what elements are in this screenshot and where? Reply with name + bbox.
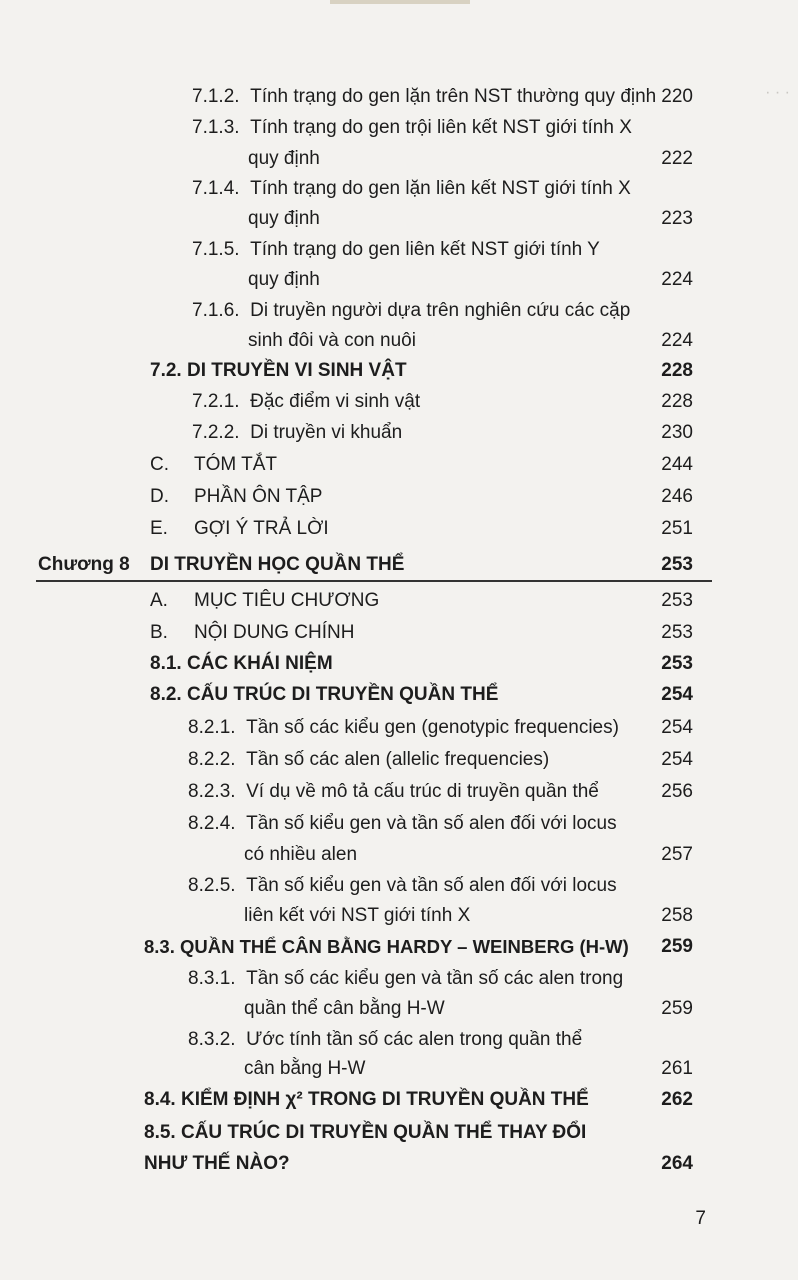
entry-title-cont: sinh đôi và con nuôi bbox=[248, 330, 416, 351]
entry-title-cont: quy định bbox=[248, 208, 320, 229]
entry-title: Tần số các alen (allelic frequencies) bbox=[246, 749, 550, 770]
entry-page: 254 bbox=[661, 717, 693, 738]
entry-title: Tính trạng do gen lặn liên kết NST giới tính X bbox=[250, 178, 631, 199]
toc-entry-8-3[interactable] bbox=[144, 932, 629, 962]
entry-page: 244 bbox=[661, 454, 693, 475]
toc-entry-7-1-2[interactable] bbox=[192, 82, 656, 112]
toc-chapter-8[interactable] bbox=[38, 550, 405, 580]
entry-code: 8.2.4. bbox=[188, 813, 236, 834]
entry-code: 7.2.2. bbox=[192, 422, 240, 443]
entry-code: C. bbox=[150, 454, 169, 475]
entry-title: Di truyền vi khuẩn bbox=[250, 422, 403, 443]
entry-page: 262 bbox=[661, 1089, 693, 1110]
entry-code: D. bbox=[150, 486, 169, 507]
entry-title: Tính trạng do gen trội liên kết NST giới tính X bbox=[250, 117, 632, 138]
toc-entry-e[interactable] bbox=[150, 514, 329, 544]
entry-code: 8.5. bbox=[144, 1122, 176, 1143]
entry-title-cont: quy định bbox=[248, 269, 320, 290]
entry-title-cont: NHƯ THẾ NÀO? bbox=[144, 1153, 290, 1174]
chapter-title: DI TRUYỀN HỌC QUẦN THỂ bbox=[150, 554, 405, 575]
entry-code: 8.2.1. bbox=[188, 717, 236, 738]
toc-entry-8-4[interactable] bbox=[144, 1085, 589, 1115]
entry-page: 253 bbox=[661, 590, 693, 611]
toc-entry-8-1[interactable] bbox=[150, 649, 333, 679]
entry-code: 7.1.2. bbox=[192, 86, 240, 107]
entry-title: Tần số kiểu gen và tần số alen đối với locus bbox=[246, 813, 617, 834]
entry-code: E. bbox=[150, 518, 168, 539]
entry-code: 8.2.2. bbox=[188, 749, 236, 770]
entry-page: 223 bbox=[661, 208, 693, 229]
entry-page: 228 bbox=[661, 360, 693, 381]
entry-title: Ước tính tần số các alen trong quần thể bbox=[246, 1029, 583, 1050]
entry-page: 261 bbox=[661, 1058, 693, 1079]
entry-page: 253 bbox=[661, 622, 693, 643]
toc-entry-b[interactable] bbox=[150, 618, 355, 648]
entry-title: Tần số các kiểu gen và tần số các alen trong bbox=[246, 968, 624, 989]
entry-title: Đặc điểm vi sinh vật bbox=[250, 391, 421, 412]
entry-title: Tần số các kiểu gen (genotypic frequencies) bbox=[246, 717, 619, 738]
entry-title: Tính trạng do gen lặn trên NST thường quy định bbox=[250, 86, 657, 107]
toc-entry-8-2-1[interactable] bbox=[188, 713, 619, 743]
entry-title: Di truyền người dựa trên nghiên cứu các cặp bbox=[250, 300, 631, 321]
entry-page: 258 bbox=[661, 905, 693, 926]
entry-code: 8.3.1. bbox=[188, 968, 236, 989]
entry-title-cont: có nhiều alen bbox=[244, 844, 358, 865]
entry-code: 7.2.1. bbox=[192, 391, 240, 412]
entry-page: 220 bbox=[661, 86, 693, 107]
toc-entry-7-1-3[interactable] bbox=[192, 113, 632, 143]
entry-title: CẤU TRÚC DI TRUYỀN QUẦN THỂ bbox=[186, 684, 499, 705]
entry-page: 253 bbox=[661, 554, 693, 575]
entry-title: DI TRUYỀN VI SINH VẬT bbox=[186, 360, 407, 381]
entry-code: 8.2. bbox=[150, 684, 182, 705]
entry-code: 8.1. bbox=[150, 653, 182, 674]
page-edge bbox=[330, 0, 470, 4]
page-number: 7 bbox=[695, 1208, 706, 1229]
entry-page: 224 bbox=[661, 269, 693, 290]
entry-code: B. bbox=[150, 622, 168, 643]
toc-entry-7-1-6[interactable] bbox=[192, 296, 630, 326]
entry-code: 7.1.3. bbox=[192, 117, 240, 138]
entry-title: GỢI Ý TRẢ LỜI bbox=[194, 518, 329, 539]
entry-title-cont: quy định bbox=[248, 148, 320, 169]
toc-entry-8-5[interactable] bbox=[144, 1118, 586, 1148]
toc-entry-7-2-1[interactable] bbox=[192, 387, 420, 417]
chapter-label: Chương 8 bbox=[38, 554, 130, 575]
toc-entry-8-2-2[interactable] bbox=[188, 745, 549, 775]
entry-page: 253 bbox=[661, 653, 693, 674]
toc-entry-8-3-2[interactable] bbox=[188, 1025, 582, 1055]
toc-entry-8-2-5[interactable] bbox=[188, 871, 617, 901]
entry-title: CÁC KHÁI NIỆM bbox=[186, 653, 333, 674]
entry-title: KIỂM ĐỊNH χ² TRONG DI TRUYỀN QUẦN THỂ bbox=[180, 1089, 589, 1110]
toc-entry-7-1-5[interactable] bbox=[192, 235, 600, 265]
entry-page: 254 bbox=[661, 749, 693, 770]
entry-page: 230 bbox=[661, 422, 693, 443]
entry-title: MỤC TIÊU CHƯƠNG bbox=[194, 590, 380, 611]
entry-page: 256 bbox=[661, 781, 693, 802]
entry-page: 257 bbox=[661, 844, 693, 865]
toc-entry-7-2[interactable] bbox=[150, 356, 407, 386]
entry-title: NỘI DUNG CHÍNH bbox=[194, 622, 355, 643]
toc-entry-8-3-1[interactable] bbox=[188, 964, 623, 994]
entry-code: 8.3.2. bbox=[188, 1029, 236, 1050]
entry-page: 254 bbox=[661, 684, 693, 705]
toc-entry-8-2-3[interactable] bbox=[188, 777, 599, 807]
entry-page: 228 bbox=[661, 391, 693, 412]
entry-page: 259 bbox=[661, 998, 693, 1019]
entry-page: 251 bbox=[661, 518, 693, 539]
entry-title-cont: liên kết với NST giới tính X bbox=[244, 905, 471, 926]
entry-code: 7.1.6. bbox=[192, 300, 240, 321]
entry-page: 259 bbox=[661, 936, 693, 957]
toc-entry-7-1-4[interactable] bbox=[192, 174, 631, 204]
toc-entry-8-2-4[interactable] bbox=[188, 809, 617, 839]
entry-page: 222 bbox=[661, 148, 693, 169]
toc-entry-d[interactable] bbox=[150, 482, 323, 512]
entry-title-cont: quần thể cân bằng H-W bbox=[244, 998, 445, 1019]
entry-page: 246 bbox=[661, 486, 693, 507]
entry-code: 7.2. bbox=[150, 360, 182, 381]
chapter-divider bbox=[36, 580, 712, 582]
entry-title: PHẦN ÔN TẬP bbox=[194, 486, 323, 507]
entry-code: 8.2.5. bbox=[188, 875, 236, 896]
entry-page: 224 bbox=[661, 330, 693, 351]
entry-title-cont: cân bằng H-W bbox=[244, 1058, 366, 1079]
entry-code: 8.4. bbox=[144, 1089, 176, 1110]
entry-title: CẤU TRÚC DI TRUYỀN QUẦN THỂ THAY ĐỔI bbox=[180, 1122, 587, 1143]
toc-entry-c[interactable] bbox=[150, 450, 278, 480]
toc-entry-7-2-2[interactable] bbox=[192, 418, 402, 448]
toc-entry-a[interactable] bbox=[150, 586, 380, 616]
entry-title: QUẦN THỂ CÂN BẰNG HARDY – WEINBERG (H-W) bbox=[180, 936, 629, 957]
entry-code: 8.3. bbox=[144, 936, 175, 957]
entry-title: Ví dụ về mô tả cấu trúc di truyền quần thể bbox=[246, 781, 599, 802]
entry-title: TÓM TẮT bbox=[194, 454, 278, 475]
toc-entry-8-2[interactable] bbox=[150, 680, 498, 710]
entry-code: 7.1.4. bbox=[192, 178, 240, 199]
entry-code: 7.1.5. bbox=[192, 239, 240, 260]
entry-title: Tính trạng do gen liên kết NST giới tính Y bbox=[250, 239, 600, 260]
entry-code: A. bbox=[150, 590, 168, 611]
bleed-through: · · · bbox=[765, 84, 790, 101]
entry-code: 8.2.3. bbox=[188, 781, 236, 802]
entry-title: Tần số kiểu gen và tần số alen đối với locus bbox=[246, 875, 617, 896]
entry-page: 264 bbox=[661, 1153, 693, 1174]
